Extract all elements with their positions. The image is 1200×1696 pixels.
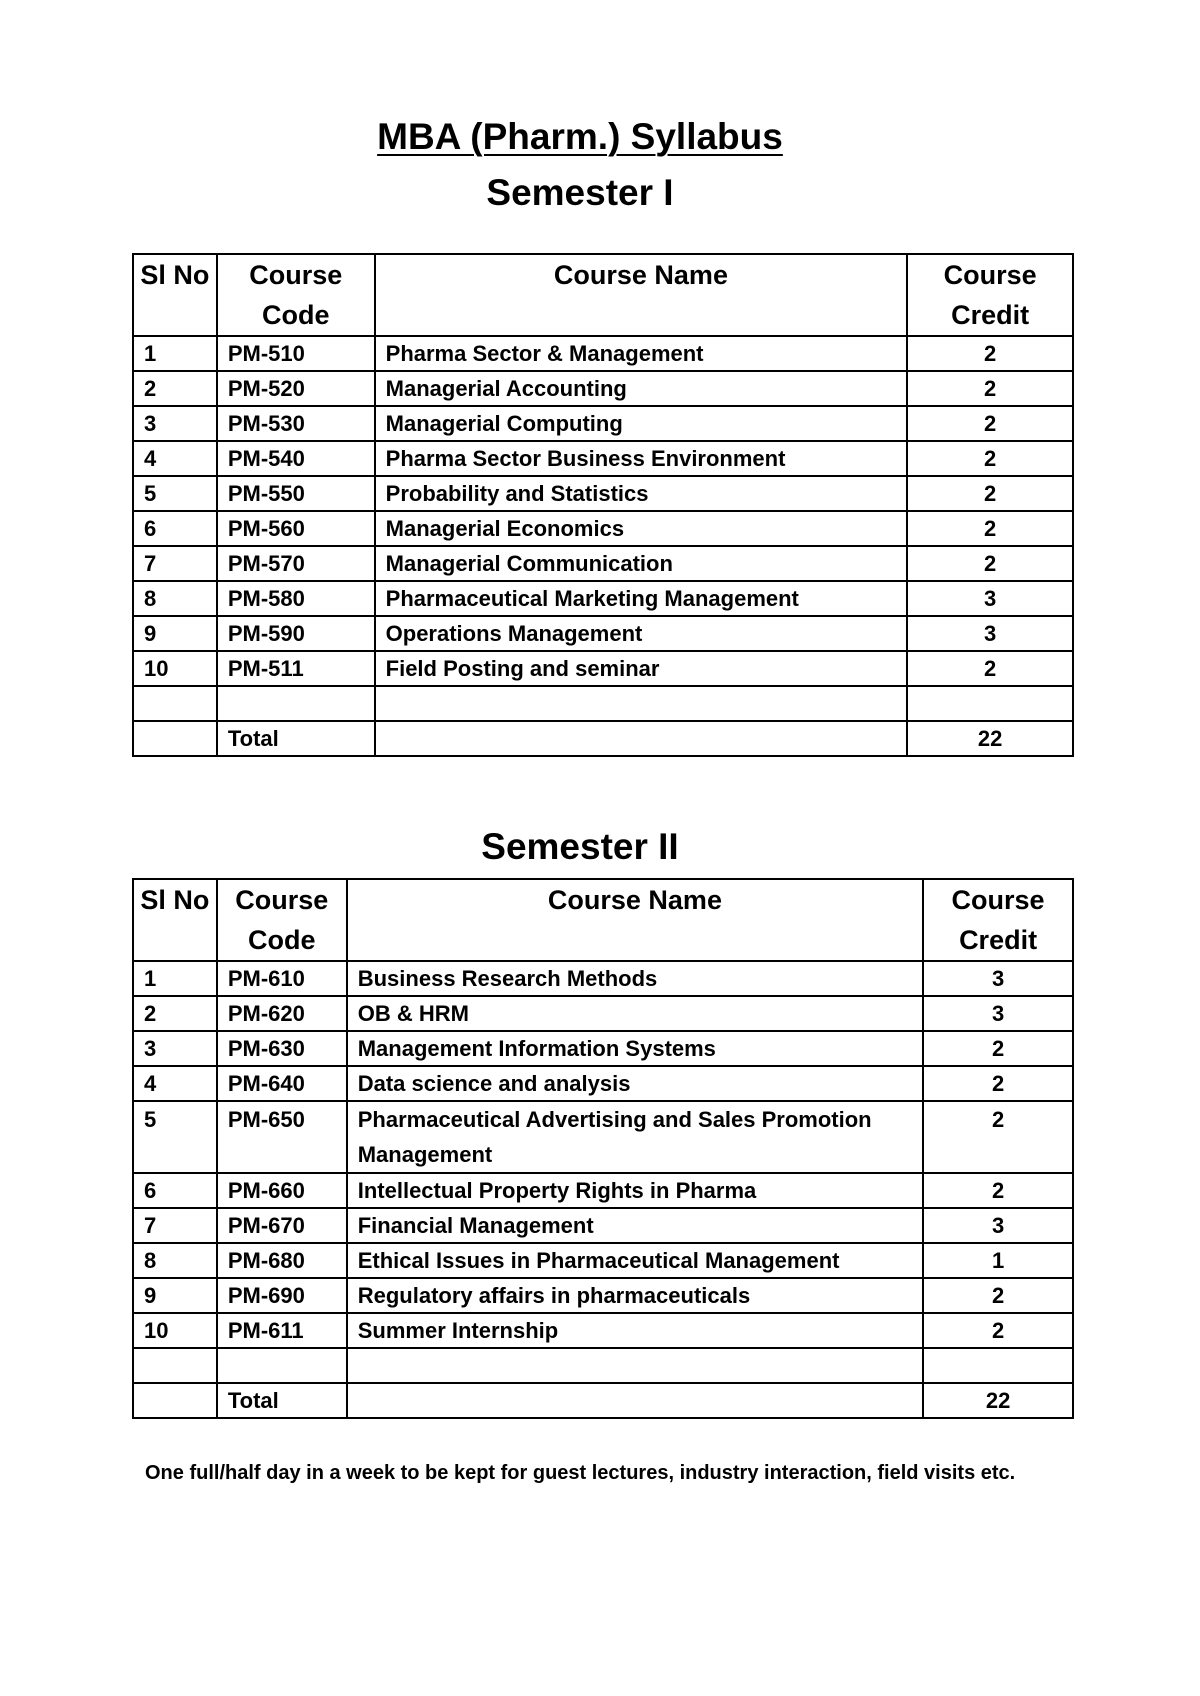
- table-header-row: [133, 879, 1073, 961]
- cell-course-name: Probability and Statistics: [375, 476, 908, 511]
- blank-row: [133, 1348, 1073, 1383]
- table-row: [133, 1278, 1073, 1313]
- cell-sl-no: 9: [133, 1278, 217, 1313]
- cell-sl-no: 6: [133, 1173, 217, 1208]
- cell-sl-no: 2: [133, 371, 217, 406]
- cell-course-credit: 3: [923, 961, 1073, 996]
- cell-course-credit: 2: [907, 406, 1073, 441]
- table-row: [133, 1066, 1073, 1101]
- cell-course-credit: 2: [907, 336, 1073, 371]
- header-course-name: Course Name: [375, 254, 908, 336]
- cell-course-credit: 2: [923, 1031, 1073, 1066]
- cell-sl-no: 2: [133, 996, 217, 1031]
- cell-sl-no: 10: [133, 1313, 217, 1348]
- cell-sl-no: 8: [133, 581, 217, 616]
- cell-course-code: PM-620: [217, 996, 347, 1031]
- cell-course-code: PM-530: [217, 406, 375, 441]
- blank-cell: [907, 686, 1073, 721]
- cell-course-name: Management Information Systems: [347, 1031, 923, 1066]
- cell-course-code: PM-670: [217, 1208, 347, 1243]
- table-row: [133, 651, 1073, 686]
- table-row: [133, 996, 1073, 1031]
- total-label: Total: [217, 721, 375, 756]
- cell-course-credit: 2: [907, 651, 1073, 686]
- header-course-name: Course Name: [347, 879, 923, 961]
- table-row: [133, 1208, 1073, 1243]
- table-row: [133, 1031, 1073, 1066]
- cell-course-credit: 3: [907, 616, 1073, 651]
- blank-cell: [217, 686, 375, 721]
- header-course-code: Course Code: [217, 254, 375, 336]
- cell-sl-no: 6: [133, 511, 217, 546]
- cell-sl-no: 4: [133, 1066, 217, 1101]
- table-row: [133, 371, 1073, 406]
- cell-course-credit: 2: [907, 476, 1073, 511]
- cell-course-code: PM-630: [217, 1031, 347, 1066]
- table-row: [133, 546, 1073, 581]
- cell-sl-no: 1: [133, 961, 217, 996]
- document-title: MBA (Pharm.) Syllabus: [377, 116, 783, 157]
- total-credit: 22: [923, 1383, 1073, 1418]
- cell-course-credit: 1: [923, 1243, 1073, 1278]
- cell-course-code: PM-610: [217, 961, 347, 996]
- table-row: [133, 616, 1073, 651]
- cell-course-name: Business Research Methods: [347, 961, 923, 996]
- cell-sl-no: 9: [133, 616, 217, 651]
- header-course-code: Course Code: [217, 879, 347, 961]
- cell-course-credit: 3: [923, 996, 1073, 1031]
- cell-course-name: Field Posting and seminar: [375, 651, 908, 686]
- blank-cell: [347, 1348, 923, 1383]
- cell-course-name: Intellectual Property Rights in Pharma: [347, 1173, 923, 1208]
- total-empty-cell: [133, 1383, 217, 1418]
- table-header-row: [133, 254, 1073, 336]
- semester-1-title: Semester I: [486, 172, 674, 213]
- semester-1-body: [133, 336, 1073, 756]
- cell-course-code: PM-520: [217, 371, 375, 406]
- semester-2-table: [132, 878, 1074, 1419]
- cell-course-code: PM-611: [217, 1313, 347, 1348]
- cell-course-name: Managerial Economics: [375, 511, 908, 546]
- cell-course-name: Pharmaceutical Marketing Management: [375, 581, 908, 616]
- cell-course-credit: 2: [907, 441, 1073, 476]
- table-row: [133, 441, 1073, 476]
- cell-course-name: Summer Internship: [347, 1313, 923, 1348]
- table-row: [133, 961, 1073, 996]
- cell-course-code: PM-560: [217, 511, 375, 546]
- semester-2-title: Semester II: [481, 826, 679, 867]
- table-row: [133, 1313, 1073, 1348]
- blank-cell: [133, 1348, 217, 1383]
- cell-course-credit: 2: [907, 511, 1073, 546]
- cell-course-name: Data science and analysis: [347, 1066, 923, 1101]
- table-row: [133, 406, 1073, 441]
- cell-course-name: Managerial Computing: [375, 406, 908, 441]
- header-course-credit: Course Credit: [923, 879, 1073, 961]
- cell-course-name: Managerial Communication: [375, 546, 908, 581]
- table-row: [133, 1173, 1073, 1208]
- table-row: [133, 336, 1073, 371]
- footer-note: One full/half day in a week to be kept for guest lectures, industry interaction, field visits etc.: [145, 1462, 1016, 1484]
- cell-course-credit: 2: [923, 1313, 1073, 1348]
- cell-course-code: PM-511: [217, 651, 375, 686]
- cell-course-name: OB & HRM: [347, 996, 923, 1031]
- semester-2-body: [133, 961, 1073, 1418]
- cell-course-name: Pharmaceutical Advertising and Sales Promotion Management: [347, 1101, 923, 1173]
- cell-course-code: PM-570: [217, 546, 375, 581]
- cell-course-name: Operations Management: [375, 616, 908, 651]
- table-row: [133, 1101, 1073, 1173]
- cell-course-name: Ethical Issues in Pharmaceutical Management: [347, 1243, 923, 1278]
- cell-course-code: PM-580: [217, 581, 375, 616]
- cell-course-credit: 2: [907, 546, 1073, 581]
- header-course-credit: Course Credit: [907, 254, 1073, 336]
- cell-course-code: PM-660: [217, 1173, 347, 1208]
- total-credit: 22: [907, 721, 1073, 756]
- total-empty-name-cell: [375, 721, 908, 756]
- cell-course-credit: 3: [907, 581, 1073, 616]
- cell-course-credit: 2: [923, 1101, 1073, 1173]
- cell-course-credit: 2: [923, 1066, 1073, 1101]
- cell-course-code: PM-690: [217, 1278, 347, 1313]
- blank-row: [133, 686, 1073, 721]
- total-label: Total: [217, 1383, 347, 1418]
- table-row: [133, 1243, 1073, 1278]
- header-sl-no: Sl No: [133, 254, 217, 336]
- cell-sl-no: 7: [133, 1208, 217, 1243]
- blank-cell: [375, 686, 908, 721]
- cell-course-name: Financial Management: [347, 1208, 923, 1243]
- blank-cell: [217, 1348, 347, 1383]
- cell-course-credit: 2: [923, 1173, 1073, 1208]
- table-row: [133, 476, 1073, 511]
- cell-sl-no: 7: [133, 546, 217, 581]
- cell-sl-no: 3: [133, 1031, 217, 1066]
- cell-course-code: PM-510: [217, 336, 375, 371]
- semester-1-table: [132, 253, 1074, 757]
- blank-cell: [133, 686, 217, 721]
- table-row: [133, 581, 1073, 616]
- total-empty-name-cell: [347, 1383, 923, 1418]
- blank-cell: [923, 1348, 1073, 1383]
- cell-course-code: PM-680: [217, 1243, 347, 1278]
- total-row: [133, 1383, 1073, 1418]
- cell-course-credit: 2: [907, 371, 1073, 406]
- cell-course-credit: 3: [923, 1208, 1073, 1243]
- cell-sl-no: 3: [133, 406, 217, 441]
- cell-course-code: PM-650: [217, 1101, 347, 1173]
- cell-course-code: PM-540: [217, 441, 375, 476]
- cell-course-credit: 2: [923, 1278, 1073, 1313]
- table-row: [133, 511, 1073, 546]
- cell-course-code: PM-550: [217, 476, 375, 511]
- cell-sl-no: 8: [133, 1243, 217, 1278]
- cell-sl-no: 5: [133, 1101, 217, 1173]
- cell-sl-no: 4: [133, 441, 217, 476]
- cell-course-name: Regulatory affairs in pharmaceuticals: [347, 1278, 923, 1313]
- cell-course-code: PM-640: [217, 1066, 347, 1101]
- cell-course-name: Pharma Sector Business Environment: [375, 441, 908, 476]
- cell-sl-no: 1: [133, 336, 217, 371]
- total-empty-cell: [133, 721, 217, 756]
- cell-sl-no: 10: [133, 651, 217, 686]
- total-row: [133, 721, 1073, 756]
- cell-sl-no: 5: [133, 476, 217, 511]
- cell-course-code: PM-590: [217, 616, 375, 651]
- cell-course-name: Managerial Accounting: [375, 371, 908, 406]
- header-sl-no: Sl No: [133, 879, 217, 961]
- cell-course-name: Pharma Sector & Management: [375, 336, 908, 371]
